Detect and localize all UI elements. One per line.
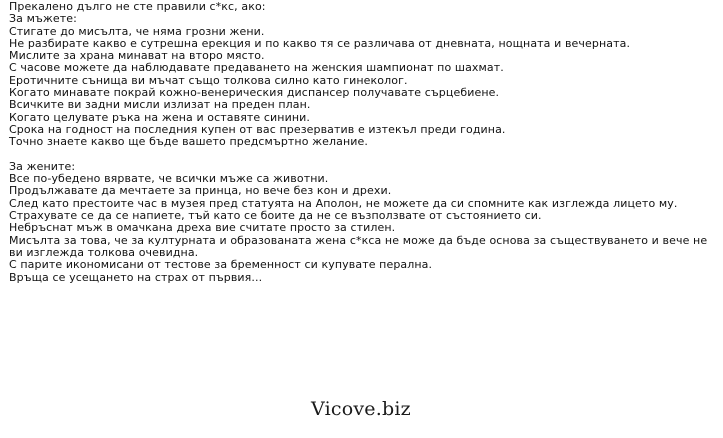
men-item: С часове можете да наблюдавате предаването на женския шампионат по шахмат.: [9, 61, 504, 75]
intro-line: Прекалено дълго не сте правили с*кс, ако:: [9, 0, 266, 13]
men-heading: За мъжете:: [9, 12, 77, 26]
men-item: Когато целувате ръка на жена и оставяте синини.: [9, 110, 310, 124]
women-item: Мисълта за това, че за културната и образованата жена с*кса не може да бъде основа за съществуването и вече не ви изглежда толкова очевидна.: [9, 233, 708, 259]
women-heading: За жените:: [9, 159, 76, 173]
men-item: Когато минавате покрай кожно-венерическия диспансер получавате сърцебиене.: [9, 86, 500, 100]
women-item: С парите икономисани от тестове за бременност си купувате перална.: [9, 258, 433, 272]
women-item: След като престоите час в музея пред статуята на Аполон, не можете да си спомните как изглежда лицето му.: [9, 196, 678, 210]
women-item: Връща се усещането на страх от първия...: [9, 270, 263, 284]
women-item: Все по-убедено вярвате, че всички мъже са животни.: [9, 172, 329, 186]
joke-text: [9, 1, 715, 284]
women-item: Небръснат мъж в омачкана дреха вие считате просто за стилен.: [9, 221, 396, 235]
men-item: Срока на годност на последния купен от вас презерватив е изтекъл преди година.: [9, 122, 506, 136]
men-item: Не разбирате какво е сутрешна ерекция и по какво тя се различава от дневната, нощната и вечерната.: [9, 36, 631, 50]
men-item: Еротичните сънища ви мъчат също толкова силно като гинеколог.: [9, 73, 408, 87]
women-item: Страхувате се да се напиете, тъй като се боите да не се възползвате от състоянието си.: [9, 209, 542, 223]
men-item: Стигате до мисълта, че няма грозни жени.: [9, 24, 265, 38]
women-item: Продължавате да мечтаете за принца, но вече без кон и дрехи.: [9, 184, 392, 198]
site-watermark: Vicove.biz: [311, 398, 411, 420]
men-item: Мислите за храна минават на второ място.: [9, 49, 265, 63]
men-item: Всичките ви задни мисли излизат на преден план.: [9, 98, 311, 112]
section-spacer: [9, 149, 715, 161]
men-item: Точно знаете какво ще бъде вашето предсмъртно желание.: [9, 135, 368, 149]
